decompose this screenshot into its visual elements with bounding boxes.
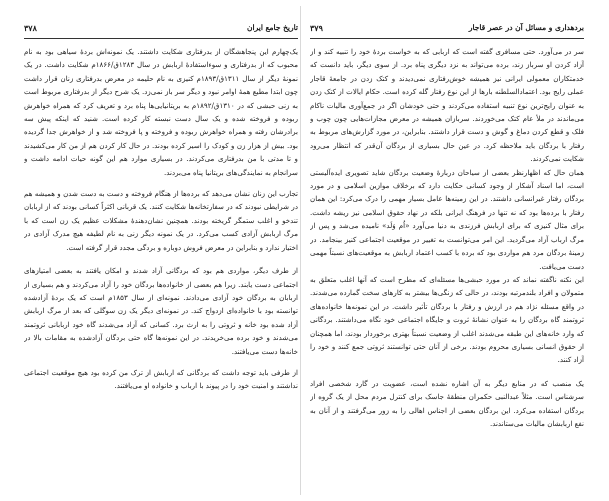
right-paragraph-4: یک منصب که در منابع دیگر به آن اشاره نشده است، عضویت در گارد شخصی افراد سرشناس است. مثلاً عبدالنبی حکمران منطقهٔ جاسک برای کنترل مردم محل از یک گروه از بردگان استفاده می‌کرد. این بردگان بعضی از اجناس اهالی را به زور می‌گرفتند و از آنان به نفع اربابشان مالیات می‌ستاندند.: [310, 378, 584, 428]
right-paragraph-2: همان حال که اظهارنظر بعضی از سیاحان دربارهٔ وضعیت بردگان شاید تصویری ایده‌آلیستی است، اما اسناد آشکار از وجود کسانی حکایت دارد که برخلاف موازین اسلامی و در مورد بردگان رفتار غیرانسانی داشتند. در این زمینه‌ها عامل بسیار مهمی را درک می‌کرد: این همان رفتار با برده‌ها بود که نه تنها در فرهنگ ایرانی بلکه در نهاد حقوق اسلامی نیز ریشه داشت. برای مثال کنیزی که برای اربابش فرزندی به دنیا می‌آورد «اُم وَلَد» نامیده می‌شد و پس از مرگ ارباب آزاد می‌گردید. این امر می‌توانست به تغییر در موقعیت اجتماعی کنیز بینجامد. در زمینهٔ بردگان مرد هم مواردی بود که برده با کسب اعتماد اربابش به موقعیت‌های نسبتاً مهمی دست می‌یافت.: [310, 167, 584, 271]
left-page-number: ۳۷۸: [24, 23, 37, 33]
right-paragraph-1: سر در می‌آورد. حتی مسافری گفته است که اربابی که به خواست بردهٔ خود را تنبیه کند و از آزاد کردن او سرباز زند، برده می‌تواند به نزد دیگری پناه برد. از سوی دیگر، باید دانست که خدمتکاران معمولی ایرانی نیز همیشه خوش‌رفتاری نمی‌دیدند و کتک زدن در جامعهٔ قاجار عملی رایج بود. اعتمادالسلطنه بارها از این نوع رفتار گله کرده است. حکام ایالات از کتک زدن به عنوان رایج‌ترین نوع تنبیه استفاده می‌کردند و حتی خودشان اگر در جمع‌آوری مالیات ناکام می‌ماندند در ملأ عام کتک می‌خوردند. سربازان همیشه در معرض مجازات‌هایی چون چوب و فلک و قطع کردن دماغ و گوش و دست قرار داشتند. بنابراین، در مورد گزارش‌های مربوط به رفتار با بردگان باید ملاحظه کرد. در عین حال بسیاری از بردگان آن‌قدر که انتظار می‌رود شکایت نمی‌کردند.: [310, 47, 584, 164]
left-paragraph-4: از طرفی باید توجه داشت که بردگانی که اربابش از ترک من کرده بود هیچ موقعیت اجتماعی نداشتند و امنیت خود را در پیوند با ارباب و خانواده او می‌یافتند.: [24, 367, 298, 391]
right-page-number: ۳۷۹: [310, 23, 323, 33]
left-header-rule: [24, 38, 298, 39]
right-page-header: [310, 20, 584, 36]
book-spine: [300, 6, 301, 495]
right-header-rule: [310, 38, 584, 39]
left-page: [24, 20, 298, 490]
left-paragraph-1: یک‌چهارم این پنجاهشگان از بدرفتاری شکایت داشتند. یک نمونه‌اش بردهٔ سیاهی بود به نام محبوب که از بدرفتاری و سوءاستفادهٔ اربابش در سال ۱۲۸۳ق/۱۸۶۶م شکایت داشت. در یک نمونهٔ دیگر از سال ۱۳۱۱ق/۱۸۹۳م کنیزی به نام حلیمه در معرض بدرفتاری زنان قرار داشت چون ابتدا مطیع همهٔ اوامر نبود و دیگر سر باز نمی‌زد. یک شرح دیگر از بدرفتاری مربوط است به زنی حبشی که در ۱۳۱۰ق/۱۸۹۲م به بریتانیایی‌ها پناه برد و تعریف کرد که همراه خواهرش ربوده و فروخته شده و یک سال دست نبسته کار کرده است. شنید که اینکه پیش سه برادرشان رفته و همراه خواهرش ربوده و فروخته و پا فروخته شد و از خواهرش جدا گردیده بود. بیش از هزار زن و کودک را اسیر کرده بودند. در حال کار کردن هم از من کار می‌کشیدند و تا مدتی با من بدرفتاری می‌کردند. در بسیاری موارد هم این گونه حیات ادامه داشت و سرانجام به نمایندگی‌های بریتانیا پناه می‌بردند.: [24, 47, 298, 177]
left-running-title: تاریخ جامع ایران: [247, 23, 298, 32]
right-paragraph-3: این نکته ناگفته نماند که در مورد حبشی‌ها مسئله‌ای که مطرح است که آنها اغلب متعلق به متمولان و افراد بلندمرتبه بودند، در حالی که زنگی‌ها بیشتر به کارهای سخت گمارده می‌شدند. در واقع مسئله نژاد هم در ارزش و رفتار با بردگان تأثیر داشت. در این نمونه‌ها خانواده‌های ثروتمند گاه بردگان را به عنوان نشانهٔ ثروت و جایگاه اجتماعی خود نگاه می‌داشتند. بردگانی که وارد خانه‌های این طبقه می‌شدند اغلب از وضعیت نسبتاً بهتری برخوردار بودند، اما همچنان از حقوق انسانی بسیاری محروم بودند. برخی از آنان حتی توانستند ثروتی جمع کنند و خود را آزاد کنند.: [310, 274, 584, 365]
right-page: [310, 20, 584, 490]
left-paragraph-3: از طرف دیگر، مواردی هم بود که بردگانی آزاد شدند و امکان یافتند به بعضی امتیازهای اجتماعی دست یابند. زیرا هم بعضی از خانواده‌ها بردگان خود را آزاد می‌کردند و هم بسیاری از اربابان به بردگان خود آزادی می‌دادند. نمونه‌ای از سال ۱۸۵۳م است که یک بردهٔ آزادشده توانسته بود با خانواده‌ای ازدواج کند. در نمونه‌ای دیگر یک زن سوگلی که بعد از مرگ اربابش آزاد شده بود خانه و ثروتی را به ارث برد. کسانی که آزاد می‌شدند گاه خود اربابانی ثروتمند می‌شدند و خود برده می‌خریدند. در این نمونه‌ها گاه حتی بردگان آزادشده به مقامات بالا در خانه‌ها دست می‌یافتند.: [24, 266, 298, 356]
right-running-title: بردهداری و مسائل آن در عصر قاجار: [468, 23, 584, 32]
left-page-body: [24, 45, 298, 393]
left-paragraph-2: تجارب این زنان نشان می‌دهد که برده‌ها از هنگام فروخته و دست به دست شدن و همیشه هم در شرایطی نبودند که در سفارتخانه‌ها شکایت کنند. یک قربانی اکثراً کسانی بودند که از اربابان تندخو و اغلب ستمگر گریخته بودند. همچنین نشان‌دهندهٔ مشکلات عظیم یک زن است که با مرگ اربابش آزادی کسب می‌کرد. در یک نمونه دیگر زنی به نام لطیفه هیچ مدرک آزادی در اختیار ندارد و بنابراین در معرض فروش دوباره و بردگی مجدد قرار گرفته است.: [24, 189, 298, 252]
left-page-header: [24, 20, 298, 36]
right-page-body: [310, 45, 584, 430]
